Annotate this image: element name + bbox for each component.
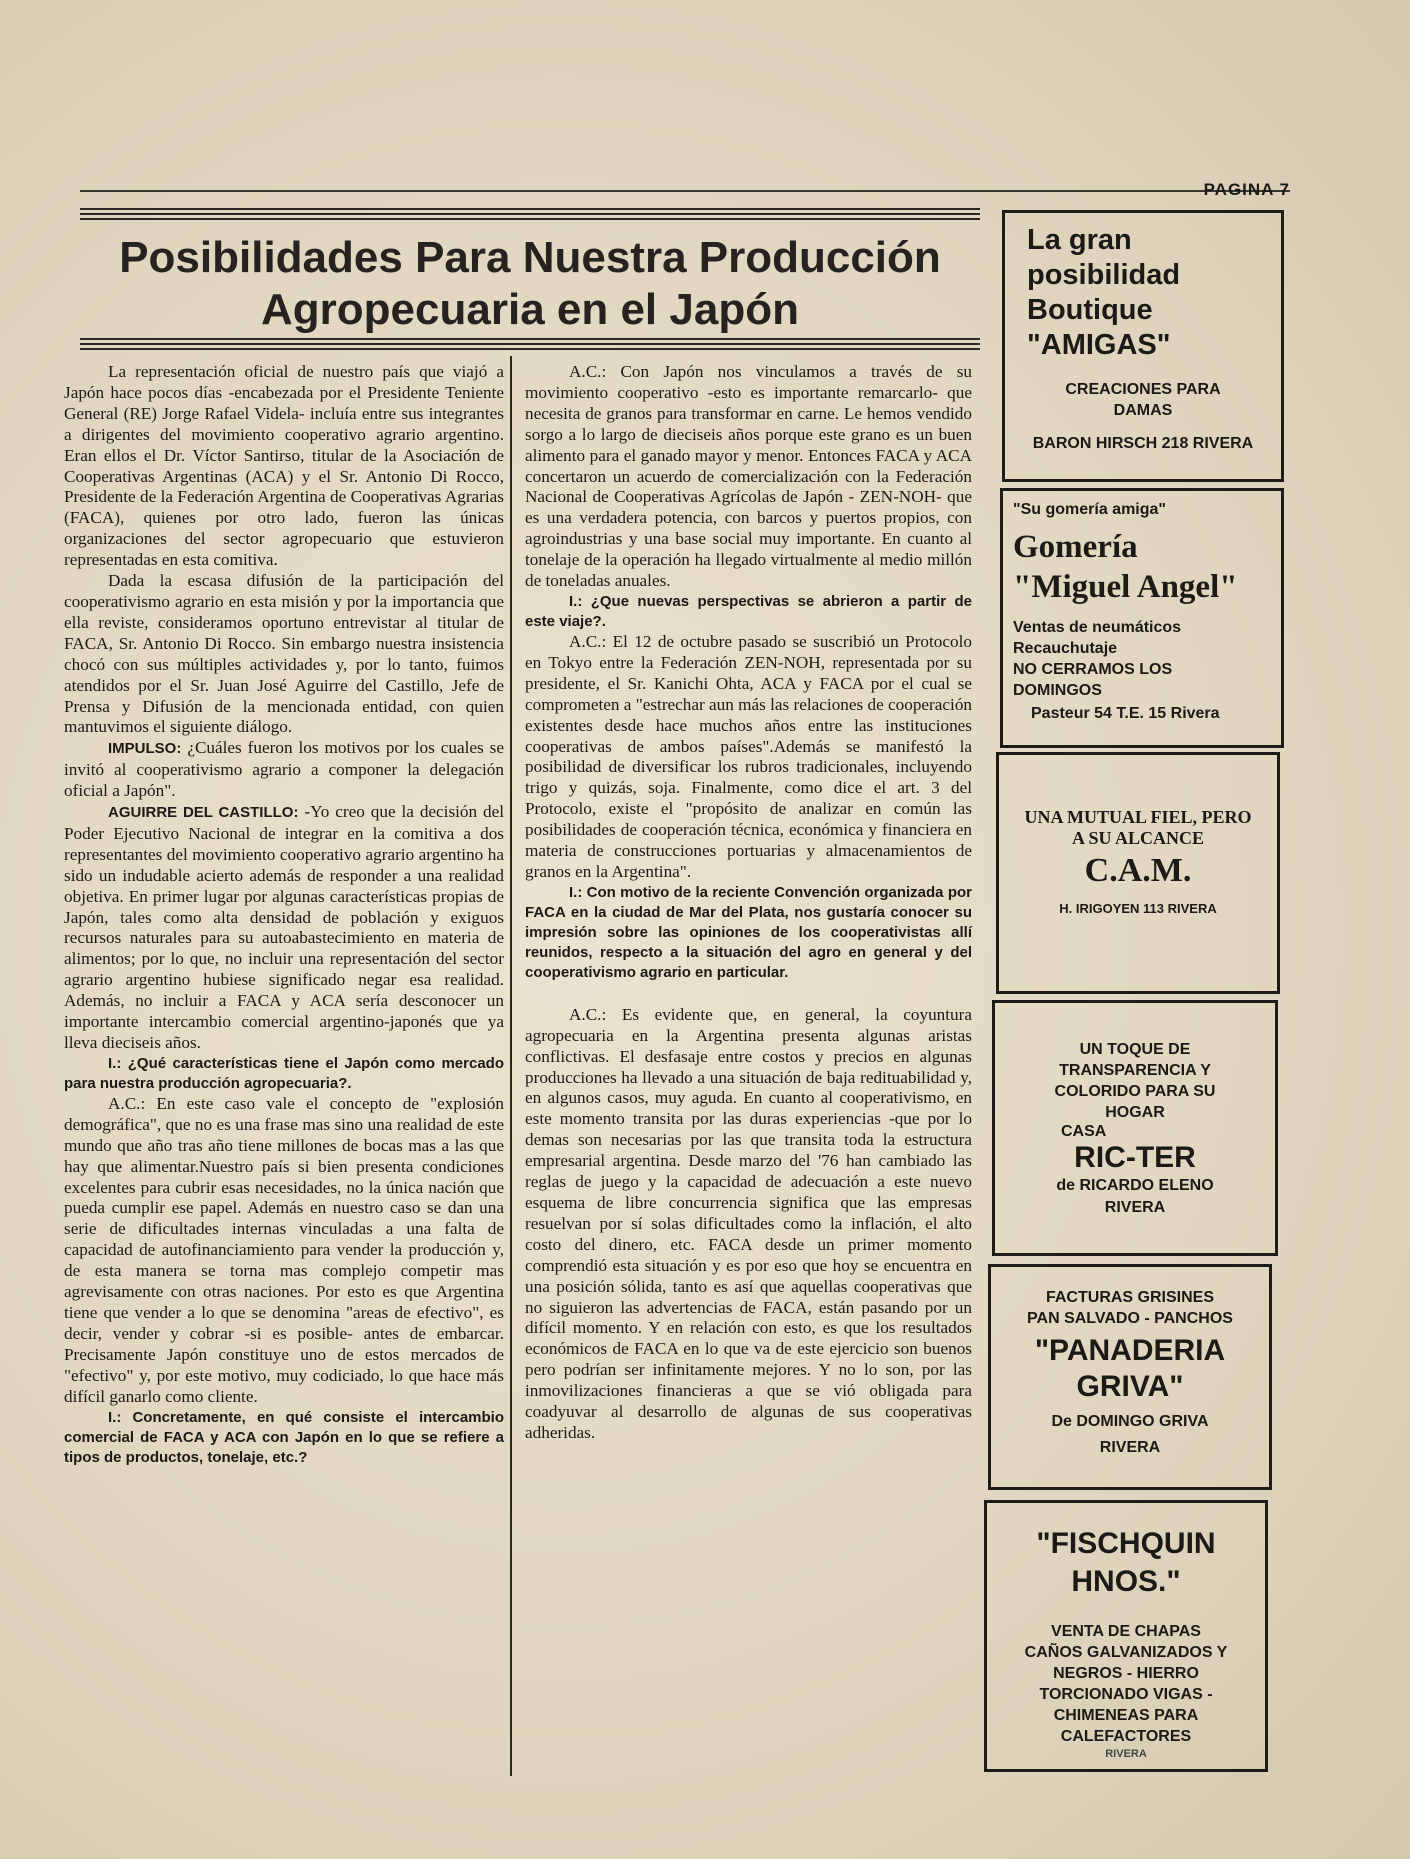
ad-gomeria-tag: "Su gomería amiga": [1013, 501, 1166, 518]
ad-gomeria-address: Pasteur 54 T.E. 15 Rivera: [1031, 705, 1220, 722]
question-4: I.: ¿Que nuevas perspectivas se abrieron a partir de este viaje?.: [525, 592, 972, 630]
question-3: I.: Concretamente, en qué consiste el intercambio comercial de FACA y ACA con Japón en lo que se refiere a tipos de productos, tonelaje, etc.?: [64, 1408, 504, 1466]
ad-ricter-line-3: COLORIDO PARA SU: [1054, 1083, 1216, 1100]
ad-gomeria-text-1: Ventas de neumáticos: [1013, 619, 1182, 636]
ad-fischquin-name-1: "FISCHQUIN: [1036, 1527, 1216, 1560]
ad-fischquin-text-1: VENTA DE CHAPAS: [1051, 1623, 1201, 1640]
question-2: I.: ¿Qué características tiene el Japón como mercado para nuestra producción agropecuaria?.: [64, 1054, 504, 1092]
headline: [80, 232, 980, 336]
ad-amigas-address: BARON HIRSCH 218 RIVERA: [1032, 435, 1254, 452]
ad-ricter-line-2: TRANSPARENCIA Y: [1059, 1062, 1211, 1079]
ad-fischquin-hnos: [984, 1500, 1268, 1772]
ad-ricter-name: RIC-TER: [1074, 1141, 1196, 1174]
answer-1: [64, 802, 504, 1054]
ad-fischquin-text-3: NEGROS - HIERRO: [1053, 1665, 1199, 1682]
ad-ricter-line-4: HOGAR: [1105, 1104, 1165, 1121]
ad-amigas-line-1: La gran: [1027, 224, 1132, 256]
ad-amigas-line-2: posibilidad: [1027, 259, 1181, 291]
ad-cam-line-1: UNA MUTUAL FIEL, PERO: [1024, 807, 1252, 827]
interviewer-label: IMPULSO:: [108, 740, 182, 758]
column-divider: [510, 356, 512, 1776]
ad-griva-name-1: "PANADERIA: [1034, 1334, 1226, 1367]
answer-4: A.C.: El 12 de octubre pasado se suscribió un Protocolo en Tokyo entre la Federación ZEN-NOH, representada por su presidente, el Sr. Kanichi Ohta, ACA y FACA por el cual se comprometen a "estrechar aun más las relaciones de cooperación existentes desde hace muchos años entre las instituciones cooperativas de ambos países".Además se manifestó la posibilidad de diversificar los rubros tradicionales, incluyendo trigo y quizás, soja. Finalmente, como dice el art. 3 del Protocolo, existe el "propósito de analizar en común las posibilidades de cooperación técnica, económica y financiera en materia de construcciones portuarias y almacenamientos de granos en la Argentina".: [525, 631, 973, 881]
ad-boutique-amigas: [1002, 210, 1284, 482]
ad-gomeria-text-4: DOMINGOS: [1013, 682, 1102, 699]
ad-griva-line-1: FACTURAS GRISINES: [1045, 1289, 1214, 1306]
headline-bottom-rule: [80, 338, 980, 353]
ad-gomeria-miguel-angel: [1000, 488, 1284, 748]
ad-gomeria-line-1: Gomería: [1013, 529, 1138, 565]
ad-griva-line-2: PAN SALVADO - PANCHOS: [1027, 1310, 1233, 1327]
answer-3: A.C.: Con Japón nos vinculamos a través de su movimiento cooperativo -esto es importante remarcarlo- que necesita de granos para transformar en carne. Le hemos vendido sorgo a lo largo de dieciseis años porque este grano es un buen alimento para el ganado mayor y menor. Entonces FACA y ACA concertaron un acuerdo de comercialización con la Federación Nacional de Cooperativas Agrícolas de Japón - ZEN-NOH- que es una verdadera potencia, con barcos y puertos propios, con agroindustrias y una base social muy importante. En cuanto al tonelaje de la operación ha llegado virtualmente al medio millón de toneladas anuales.: [525, 362, 972, 591]
paragraph: Dada la escasa difusión de la participación del cooperativismo agrario en esta misión y por la importancia que ella reviste, consideramos oportuno entrevistar al titular de FACA, Sr. Antonio Di Rocco. Sin embargo nuestra insistencia chocó con sus múltiples actividades y, por lo tanto, fuimos atendidos por el Sr. Juan José Aguirre del Castillo, Jefe de Prensa y Difusión de la mencionada entidad, con quien mantuvimos el siguiente diálogo.: [64, 571, 504, 737]
answer-1-text: -Yo creo que la decisión del Poder Ejecutivo Nacional de integrar en la comitiva a dos representantes del movimiento cooperativo agrario argentino ha sido un indudable acierto además de responder a una realidad objetiva. En primer lugar por algunas características propias de Japón, tales como alta densidad de población y exiguos recursos naturales para su autoabastecimiento en materia de alimentos; por lo que, no incluir una representación del sector agrario argentino hubiese significado negar esa realidad. Además, no incluir a FACA y ACA sería desconocer un importante intercambio comercial argentino-japonés que ya lleva dieciseis años.: [64, 802, 505, 1052]
ad-ric-ter: [992, 1000, 1278, 1256]
ad-gomeria-text-2: Recauchutaje: [1013, 640, 1118, 657]
question-1-text: ¿Cuáles fueron los motivos por los cuales se invitó al cooperativismo agrario a componer la delegación oficial a Japón".: [64, 738, 504, 801]
ad-fischquin-text-4: TORCIONADO VIGAS -: [1039, 1686, 1213, 1703]
ad-amigas-sub-2: DAMAS: [1113, 402, 1173, 419]
ad-cam-address: H. IRIGOYEN 113 RIVERA: [1059, 901, 1217, 916]
article-column-2: [525, 362, 972, 1444]
ad-cam-mutual: [996, 752, 1280, 994]
page-number: PAGINA 7: [1203, 180, 1290, 199]
top-rule: [80, 190, 1290, 192]
ad-amigas-sub-1: CREACIONES PARA: [1065, 381, 1221, 398]
answer-5: A.C.: Es evidente que, en general, la coyuntura agropecuaria en la Argentina presenta algunas aristas conflictivas. El desfasaje entre costos y precios en algunas producciones ha llevado a una situación de baja redituabilidad y, en algunos casos, muy aguda. En cuanto al cooperativismo, en este momento transita por las duras experiencias -que por lo demas son necesarias por las que transita toda la estructura empresarial argentina. Desde marzo del '76 han cambiado las reglas de juego y la capacidad de adecuación a este nuevo esquema de libre concurrencia significa que las empresas resuelvan por sí solas dificultades como la inflación, el alto costo del dinero, etc. FACA desde un primer momento comprendió esta situación y es por eso que hoy se encuentra en una posición sólida, tanto es así que aquellas cooperativas que no siguieron las advertencias de FACA, están pasando por un difícil momento. Y en relación con esto, es que los resultados económicos de FACA en lo que va de este ejercicio son buenos pero podrían ser infinitamente mejores. Y no lo son, por las inmovilizaciones financieras a que se vió obligada para coadyuvar al desarrollo de algunas de sus cooperativas adheridas.: [525, 1004, 972, 1442]
ad-gomeria-line-2: "Miguel Angel": [1013, 569, 1238, 605]
ad-fischquin-name-2: HNOS.": [1071, 1565, 1181, 1598]
paragraph: La representación oficial de nuestro país que viajó a Japón hace pocos días -encabezada por el Presidente Teniente General (RE) Jorge Rafael Videla- incluía entre sus integrantes a dirigentes del movimiento cooperativo agrario argentino. Eran ellos el Dr. Víctor Santirso, titular de la Asociación de Cooperativas Argentinas (ACA) y el Sr. Antonio Di Rocco, Presidente de la Federación Argentina de Cooperativas Agrarias (FACA), quienes por otro lado, fueron las únicas organizaciones del sector agropecuario que estuvieron representadas en esta comitiva.: [64, 362, 504, 570]
answer-2: A.C.: En este caso vale el concepto de "explosión demográfica", que no es una frase mas sino una realidad de este mundo que año tras año tiene millones de bocas mas a las que hay que alimentar.Nuestro país si bien presenta condiciones excelentes para cubrir esas necesidades, no la única nación que pueda cumplir ese papel. Además en nuestro caso se dan una serie de dificultades internas vinculadas a una falta de capacidad de autofinanciamiento para vender la producción y, de esta manera se torna mas complejo competir mas agrevisamente con otras naciones. Por esto es que Argentina tiene que vender a lo que se denomina "areas de efectivo", es decir, vender y cobrar -si es posible- antes de embarcar. Precisamente Japón constituye uno de estos mercados de "efectivo" y, por este motivo, muy codiciado, lo que hace más difícil ganarlo como cliente.: [64, 1093, 504, 1406]
ad-fischquin-text-5: CHIMENEAS PARA: [1053, 1707, 1199, 1724]
ad-ricter-owner: de RICARDO ELENO: [1056, 1177, 1214, 1194]
article-column-1: [64, 362, 504, 1468]
ad-ricter-line-1: UN TOQUE DE: [1079, 1041, 1191, 1058]
ad-griva-city: RIVERA: [1099, 1439, 1161, 1456]
ad-amigas-line-3: Boutique: [1027, 294, 1153, 326]
headline-top-rule: [80, 208, 980, 223]
ad-griva-name-2: GRIVA": [1076, 1370, 1184, 1403]
ad-cam-name: C.A.M.: [1084, 852, 1192, 889]
ad-griva-owner: De DOMINGO GRIVA: [1051, 1413, 1209, 1430]
ad-gomeria-text-3: NO CERRAMOS LOS: [1013, 661, 1173, 678]
question-5: I.: Con motivo de la reciente Convención organizada por FACA en la ciudad de Mar del Plata, nos gustaría conocer su impresión sobre las opiniones de los cooperativistas allí reunidos, respecto a la situación del agro en general y del cooperativismo agrario en particular.: [525, 883, 972, 981]
ad-fischquin-text-6: CALEFACTORES: [1060, 1728, 1192, 1745]
question-1: [64, 738, 504, 802]
headline-line-2: Agropecuaria en el Japón: [261, 285, 799, 334]
headline-line-1: Posibilidades Para Nuestra Producción: [119, 233, 941, 282]
ad-cam-line-2: A SU ALCANCE: [1071, 828, 1205, 848]
ad-ricter-city: RIVERA: [1104, 1199, 1166, 1216]
ad-fischquin-city: RIVERA: [1105, 1748, 1147, 1760]
interviewee-label: AGUIRRE DEL CASTILLO:: [108, 804, 299, 822]
ad-fischquin-text-2: CAÑOS GALVANIZADOS Y: [1024, 1644, 1228, 1661]
ad-panaderia-griva: [988, 1264, 1272, 1490]
ad-amigas-name: "AMIGAS": [1027, 329, 1171, 361]
ad-ricter-casa: CASA: [1061, 1123, 1107, 1140]
